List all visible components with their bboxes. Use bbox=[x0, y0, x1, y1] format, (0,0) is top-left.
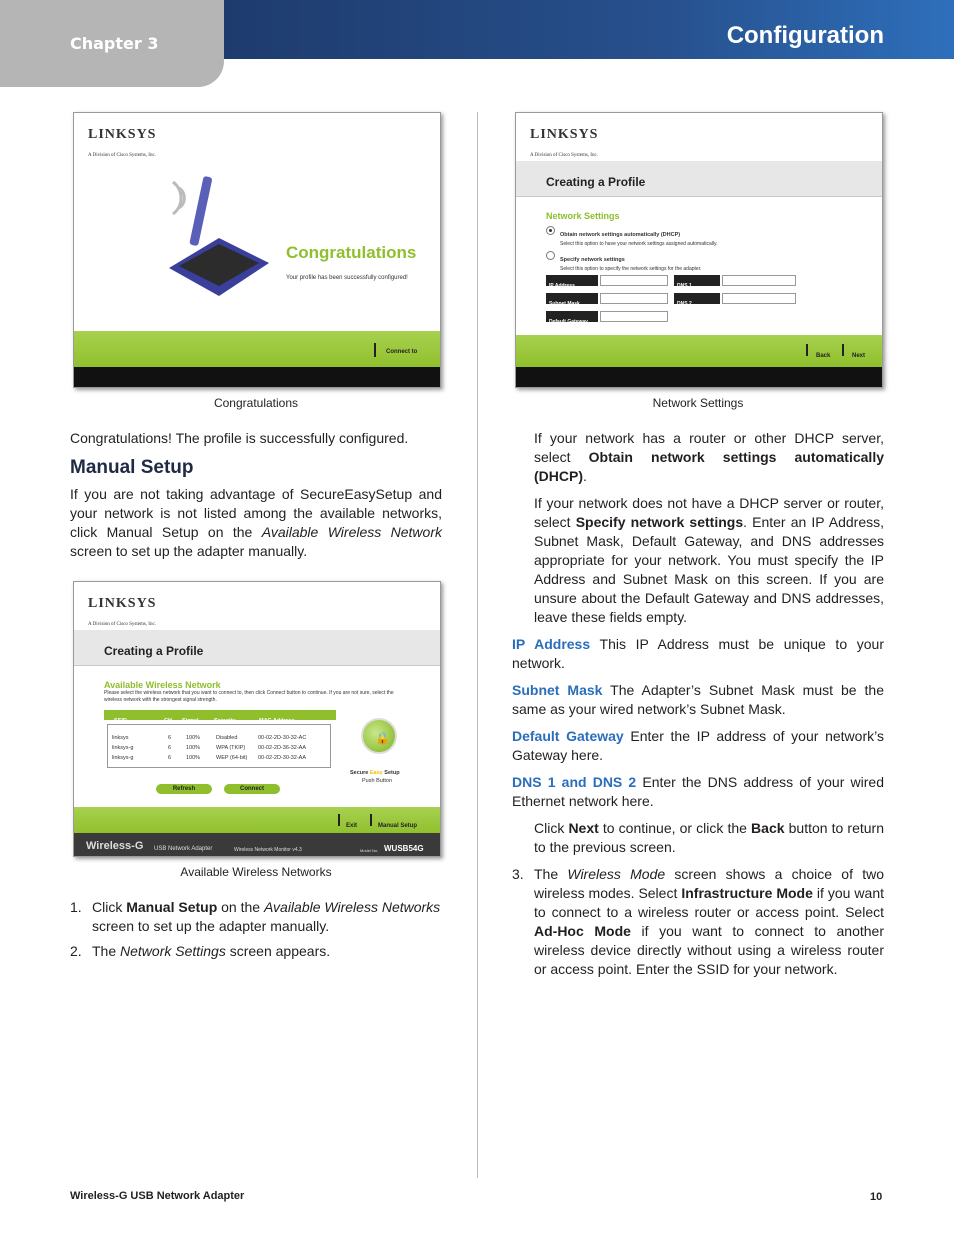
footer-product: Wireless-G USB Network Adapter bbox=[70, 1190, 245, 1202]
paragraph: Congratulations! The profile is successfully configured. bbox=[70, 430, 409, 446]
specify-settings-radio[interactable] bbox=[546, 251, 555, 260]
definition: Subnet Mask The Adapter’s Subnet Mask must be the same as your wired network’s Subnet Mask. bbox=[512, 682, 884, 717]
column-divider bbox=[477, 112, 478, 1178]
section-heading: Manual Setup bbox=[70, 457, 194, 478]
usb-adapter-image bbox=[159, 168, 279, 308]
network-settings-screenshot: LINKSYS A Division of Cisco Systems, Inc. Creating a Profile Network Settings Obtain network settings automatically (DHCP) Select this option to have your network settings assigned automatically. Specify network settings Select this option to specify the network settings for the adapter. IP Address Subnet Mask Default Gateway DNS 1 DNS 2 Back Next bbox=[515, 112, 883, 388]
dns2-field[interactable] bbox=[722, 293, 796, 304]
chapter-tab bbox=[0, 0, 224, 87]
page-title: Configuration bbox=[726, 22, 884, 49]
paragraph: If your network does not have a DHCP server or router, select Specify network settings. Enter an IP Address, Subnet Mask, Default Gateway, and DNS addresses appropriate for your network. You must specify the IP Address and Subnet Mask on this screen. If you are unsure about the Default Gateway and DNS addresses, leave these fields empty. bbox=[534, 495, 884, 625]
dhcp-radio[interactable] bbox=[546, 226, 555, 235]
figure-caption: Network Settings bbox=[652, 396, 744, 410]
steps-list bbox=[512, 865, 884, 979]
table-row[interactable]: linksys 6 100% Disabled 00-02-2D-30-32-AC bbox=[112, 735, 307, 741]
figure-caption: Available Wireless Networks bbox=[180, 865, 332, 879]
definition: Default Gateway Enter the IP address of your network’s Gateway here. bbox=[512, 728, 884, 763]
paragraph: If you are not taking advantage of SecureEasySetup and your network is not listed among the available networks, click Manual Setup on the Available Wireless Network screen to set up the adapter manually. bbox=[70, 486, 442, 559]
paragraph: If your network has a router or other DHCP server, select Obtain network settings automatically (DHCP). bbox=[534, 430, 884, 484]
lock-icon: 🔒 bbox=[375, 731, 390, 745]
table-row[interactable]: linksys-g 6 100% WEP (64-bit) 00-02-2D-30-32-AA bbox=[112, 755, 306, 761]
footer-band: Wireless-G USB Network Adapter Wireless Network Monitor v4.3 Model No. WUSB54G bbox=[74, 833, 440, 856]
page-number: 10 bbox=[870, 1191, 883, 1203]
available-networks-screenshot: LINKSYS A Division of Cisco Systems, Inc. Creating a Profile Available Wireless Network Please select the wireless network that you want to connect to, then click Connect button to continue. If you are not sure, select the wireless network with the strongest signal strength. SSID CH Signal Security MAC Address linksys 6 100% Disabled 00-02-2D-30-32-AC linksys-g 6 100% WPA (TKIP) 00-02-2D-36-32-AA linksys-g 6 100% WEP (64-bit) 00-02-2D-30-32-AA 🔒 Secure Easy Setup Push Button Refresh Connect Exit Manual Setup Wireless-G USB Network Adapter Wireless Network Monitor v4.3 Model No. WUSB54G bbox=[73, 581, 441, 857]
congratulations-screenshot bbox=[73, 112, 441, 388]
connect-button[interactable]: Connect bbox=[224, 784, 280, 794]
right-column bbox=[512, 112, 884, 985]
figure-caption: Congratulations bbox=[213, 396, 299, 410]
list-item: 2. The Network Settings screen appears. bbox=[70, 943, 331, 959]
exit-button[interactable]: Exit bbox=[346, 823, 358, 829]
list-item: 1. Click Manual Setup on the Available Wireless Networks screen to set up the adapter manually. bbox=[70, 899, 441, 934]
steps-list bbox=[70, 898, 442, 961]
ip-address-field[interactable] bbox=[600, 275, 668, 286]
manual-setup-button[interactable]: Manual Setup bbox=[378, 823, 418, 829]
secure-easy-setup-button[interactable] bbox=[361, 718, 397, 754]
left-column bbox=[70, 112, 442, 967]
congrats-subtext: Your profile has been successfully configured! bbox=[286, 275, 408, 281]
default-gateway-field[interactable] bbox=[600, 311, 668, 322]
congrats-heading: Congratulations bbox=[286, 243, 417, 262]
network-table-header: SSID CH Signal Security MAC Address bbox=[104, 710, 336, 720]
subnet-mask-field[interactable] bbox=[600, 293, 668, 304]
next-button[interactable]: Next bbox=[852, 353, 866, 359]
linksys-logo: LINKSYS A Division of Cisco Systems, Inc. bbox=[530, 127, 599, 158]
linksys-logo: LINKSYS A Division of Cisco Systems, Inc. bbox=[88, 127, 157, 158]
dns1-field[interactable] bbox=[722, 275, 796, 286]
definition: DNS 1 and DNS 2 Enter the DNS address of your wired Ethernet network here. bbox=[512, 774, 884, 809]
chapter-label: Chapter 3 bbox=[70, 34, 159, 53]
linksys-logo: LINKSYS A Division of Cisco Systems, Inc. bbox=[88, 596, 157, 627]
network-list[interactable] bbox=[107, 724, 331, 768]
refresh-button[interactable]: Refresh bbox=[156, 784, 212, 794]
list-item: 3. The Wireless Mode screen shows a choice of two wireless modes. Select Infrastructure Mode if you want to connect to a wireless router or access point. Select Ad-Hoc Mode if you want to connect to another wireless device directly without using a wireless router or access point. Enter the SSID for your network. bbox=[512, 866, 884, 977]
definition: IP Address This IP Address must be unique to your network. bbox=[512, 636, 884, 671]
paragraph: Click Next to continue, or click the Back button to return to the previous screen. bbox=[534, 820, 884, 855]
connect-to-network-button[interactable]: Connect to bbox=[386, 349, 418, 355]
back-button[interactable]: Back bbox=[816, 353, 831, 359]
action-bar bbox=[74, 331, 440, 369]
table-row[interactable]: linksys-g 6 100% WPA (TKIP) 00-02-2D-36-32-AA bbox=[112, 745, 306, 751]
header-banner bbox=[224, 0, 954, 59]
